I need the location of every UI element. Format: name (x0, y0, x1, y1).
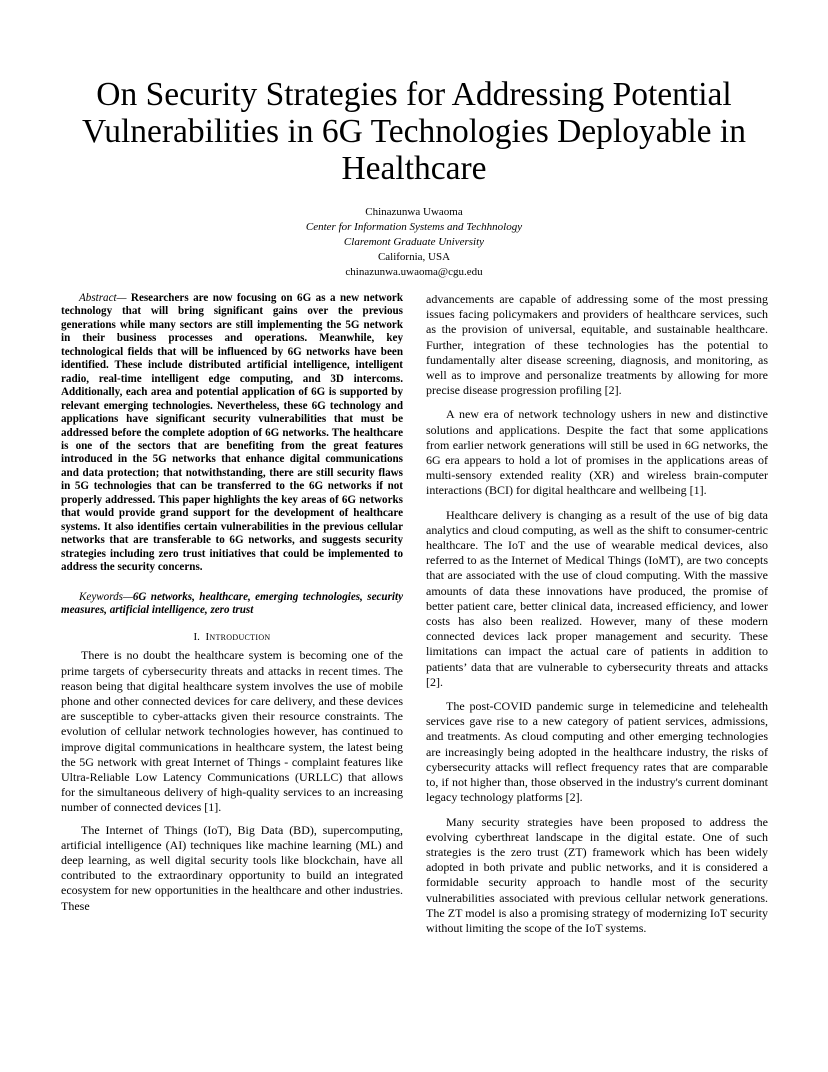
intro-paragraph-6: The post-COVID pandemic surge in telemedicine and telehealth services gave rise to a new category of patient services, admissions, and treatments. As cloud computing and other emerging technologies are increasingly being adopted in the healthcare industry, the risks of cybersecurity attacks will reflect frequency rates that are comparable to, if not higher than, those observed in the industry's current dominant legacy technology platforms [2]. (426, 699, 768, 805)
author-email: chinazunwa.uwaoma@cgu.edu (345, 266, 483, 278)
intro-paragraph-5: Healthcare delivery is changing as a result of the use of big data analytics and cloud computing, as well as the shift to consumer-centric healthcare. The IoT and the use of wearable medical devices, also referred to as the Internet of Medical Things (IoMT), are two concepts that are associated with the use of cloud computing. With the massive amounts of data these innovations have produced, the promise of better patient care, better clinical data, increased efficiency, and lower costs has also been realized. However, many of these modern connected devices lack proper management and security. These limitations can impact the actual care of patients in addition to patients’ data that are vulnerable to cybersecurity threats and attacks [2]. (426, 507, 768, 689)
author-affiliation-center: Center for Information Systems and Techhnology (305, 221, 523, 233)
section-heading-introduction (61, 630, 403, 644)
abstract-label: Abstract— (79, 292, 127, 304)
author-block (200, 205, 628, 280)
author-location: California, USA (377, 251, 451, 263)
intro-paragraph-2: The Internet of Things (IoT), Big Data (BD), supercomputing, artificial intelligence (AI) techniques like machine learning (ML) and deep learning, as well digital security tools like blockchain, have all contributed to the extraordinary opportunity to build an integrated ecosystem for new opportunities in the healthcare and other industries. These (61, 822, 403, 913)
intro-paragraph-3: advancements are capable of addressing some of the most pressing issues facing policymakers and providers of healthcare services, such as the provision of universal, equitable, and sustainable healthcare. Further, integration of these technologies has the potential to fundamentally alter disease screening, diagnosis, and monitoring, as well as to improve and personalize treatments by allowing for more precise disease progression profiling [2]. (426, 292, 768, 398)
section-title: Introduction (205, 631, 271, 644)
section-number: I. (193, 631, 200, 644)
intro-paragraph-1: There is no doubt the healthcare system is becoming one of the prime targets of cybersecurity threats and attacks in recent times. The reason being that digital healthcare system involves the use of mobile phone and other connected devices for care delivery, and these devices are susceptible to cyber-attacks given their resource constraints. The evolution of cellular network technologies however, has continued to improve digital communications in healthcare system, the latest being the 5G network with great Internet of Things - complaint features like Ultra-Reliable Low Latency Communications (URLLC) that allows for the simultaneous delivery of high-quality services to an increasing number of connected devices [1]. (61, 648, 403, 815)
keywords (61, 591, 403, 618)
abstract-text: Researchers are now focusing on 6G as a new network technology that will bring significant gains over the previous generations while many sectors are still implementing the 5G network in their business processes and operations. Meanwhile, key technological fields that will be influenced by 6G networks have been identified. These include distributed artificial intelligence, intelligent radio, real-time intelligent edge computing, and 3D intercoms. Additionally, each area and potential application of 6G is supported by relevant emerging technologies. Nevertheless, these 6G technology and applications have significant security vulnerabilities that must be addressed before the complete adoption of 6G networks. The healthcare is one of the sectors that are benefiting from the great features introduced in the 5G networks that enhance digital communications and data protection; that notwithstanding, there are still security flaws in 5G technologies that can be transferred to the 6G networks if not properly addressed. This paper highlights the key areas of 6G networks that would provide grand support for the development of healthcare systems. It also identifies certain vulnerabilities in the previous cellular networks that are transferable to 6G networks, and suggests security strategies including zero trust initiatives that could be implemented to address the security concerns. (61, 292, 403, 574)
abstract (61, 292, 403, 575)
paper-title: On Security Strategies for Addressing Potential Vulnerabilities in 6G Technologies Deployable in Healthcare (82, 76, 746, 187)
author-affiliation-university: Claremont Graduate University (343, 236, 485, 248)
keywords-text: 6G networks, healthcare, emerging technologies, security measures, artificial intelligence, zero trust (61, 590, 403, 616)
left-column (61, 292, 403, 921)
intro-paragraph-4: A new era of network technology ushers in new and distinctive solutions and applications. Despite the fact that some applications from earlier network generations will still be used in 6G networks, the 6G era appears to hold a lot of promises in the applications areas of multi-sensory extended reality (XR) and wireless brain-computer interactions (BCI) for digital healthcare and wellbeing [1]. (426, 407, 768, 498)
right-column (426, 292, 768, 945)
author-name: Chinazunwa Uwaoma (365, 206, 463, 218)
keywords-label: Keywords— (79, 590, 133, 603)
intro-paragraph-7: Many security strategies have been proposed to address the evolving cyberthreat landscape in the digital estate. One of such strategies is the zero trust (ZT) framework which has been widely adopted in both private and public networks, and it is considered a formidable security approach to handle most of the security vulnerabilities associated with previous cellular network generations. The ZT model is also a promising strategy of modernizing IoT security without limiting the scope of the IoT systems. (426, 814, 768, 935)
